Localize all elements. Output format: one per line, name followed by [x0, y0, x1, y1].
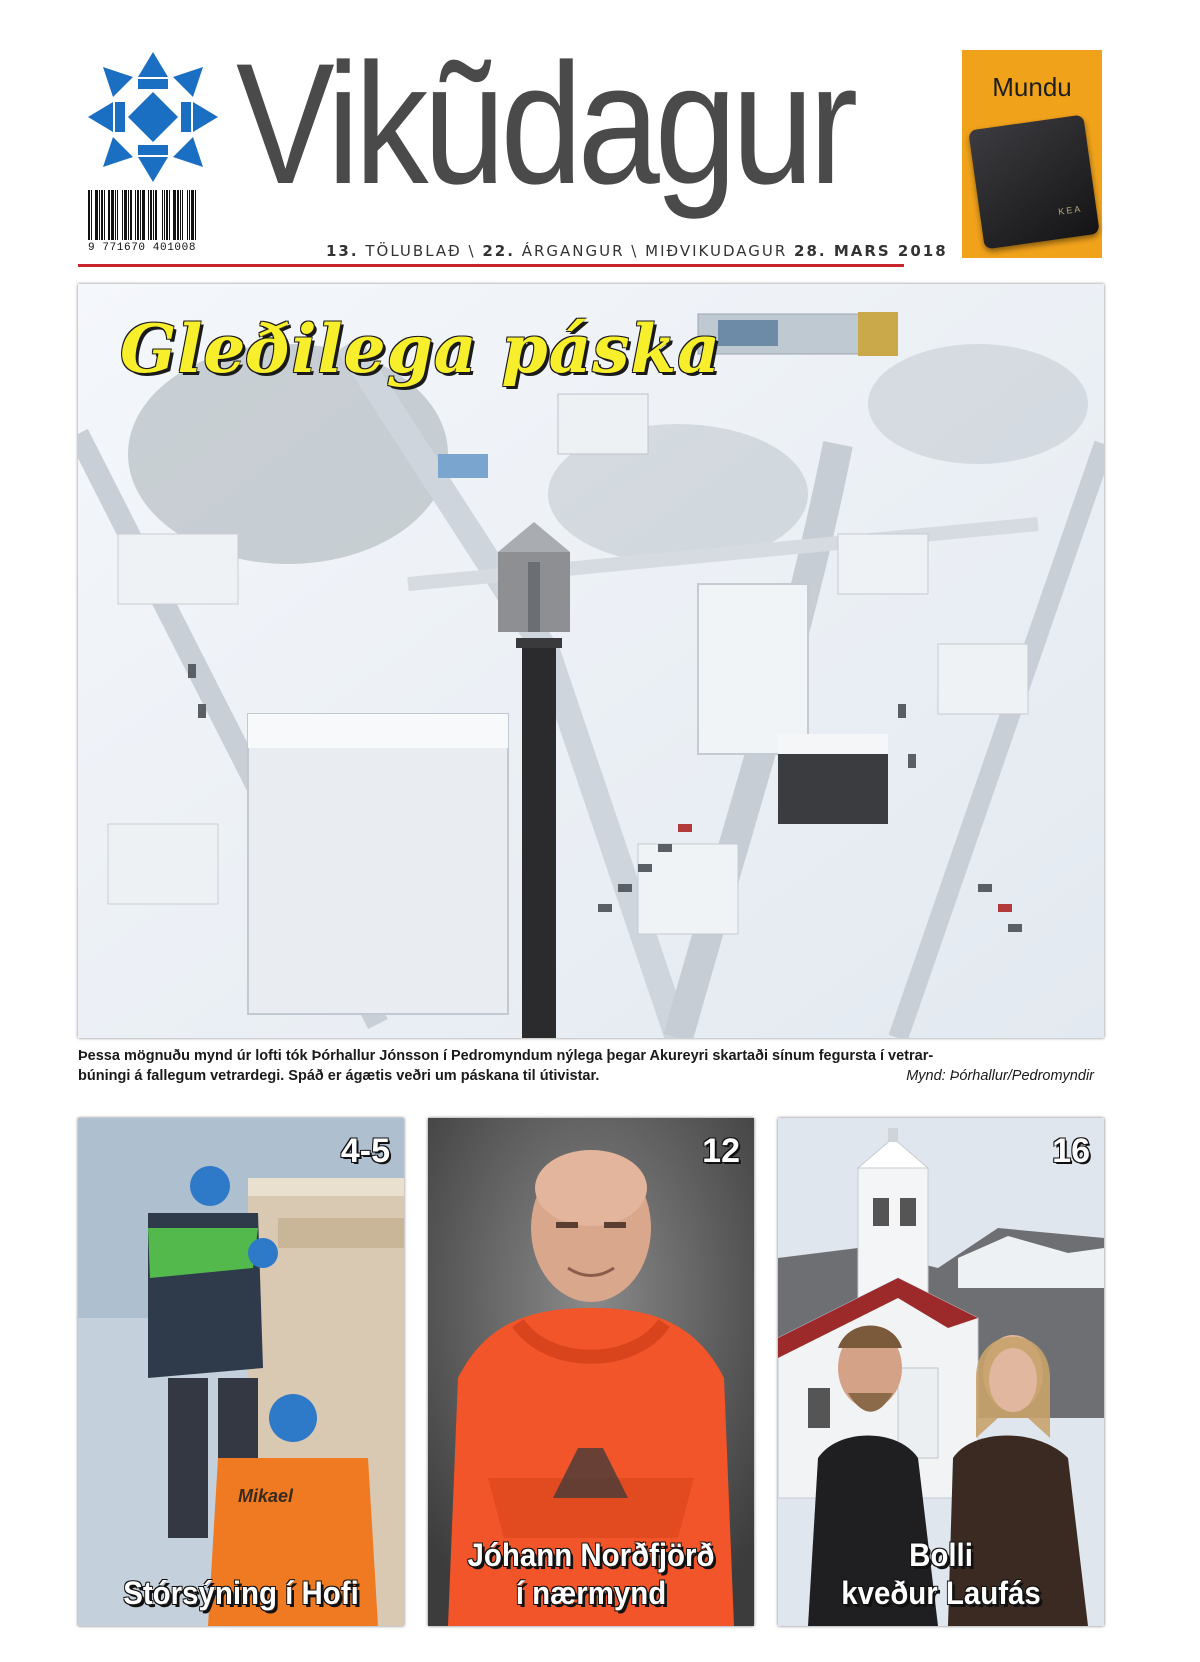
barcode-bar — [173, 190, 176, 240]
teaser-title-line-2: kveður Laufás — [841, 1575, 1041, 1611]
barcode-bar — [135, 190, 136, 240]
teaser-title-line-1: Stórsýning í Hofi — [123, 1575, 359, 1611]
photo-caption — [78, 1046, 1104, 1086]
volume-label: ÁRGANGUR \ MIÐVIKUDAGUR — [514, 242, 795, 260]
barcode-bar — [128, 190, 129, 240]
barcode-number: 9 771670 401008 — [88, 242, 197, 254]
barcode-bar — [177, 190, 179, 240]
teaser-page-number: 12 — [702, 1132, 740, 1170]
barcode-bar — [108, 190, 110, 240]
caption-line-1: Þessa mögnuðu mynd úr lofti tók Þórhallur Jónsson í Pedromyndum nýlega þegar Akureyri skartaði sínum fegursta í vetrar- — [78, 1048, 934, 1064]
barcode-bar — [99, 190, 100, 240]
barcode-bar — [95, 190, 98, 240]
teaser-story-1[interactable] — [78, 1118, 404, 1626]
issue-date: 28. MARS 2018 — [794, 242, 948, 260]
barcode-bar — [189, 190, 190, 240]
barcode-bar — [169, 190, 170, 240]
barcode-bar — [111, 190, 114, 240]
ad-card-text: KEA — [1057, 203, 1083, 217]
barcode-bar — [153, 190, 154, 240]
barcode-bar — [91, 190, 92, 240]
barcode-bar — [148, 190, 149, 240]
barcode-bar — [137, 190, 139, 240]
barcode-bars — [88, 190, 218, 240]
barcode-bar — [180, 190, 181, 240]
volume-number: 22. — [482, 242, 515, 260]
barcode-bar — [104, 190, 105, 240]
barcode-bar — [142, 190, 145, 240]
barcode-bar — [195, 190, 196, 240]
issue-line — [326, 242, 948, 260]
teaser-title — [91, 1574, 391, 1612]
barcode-bar — [115, 190, 116, 240]
payment-card-icon — [968, 115, 1100, 250]
barcode-bar — [191, 190, 194, 240]
barcode-bar — [150, 190, 152, 240]
issue-label: TÖLUBLAÐ \ — [358, 242, 483, 260]
barcode-bar — [182, 190, 183, 240]
teaser-page-number: 4-5 — [340, 1132, 390, 1170]
photo-credit: Mynd: Þórhallur/Pedromyndir — [906, 1068, 1094, 1084]
masthead-title: Vikũdagur — [236, 28, 853, 220]
barcode-bar — [187, 190, 188, 240]
issue-number: 13. — [326, 242, 359, 260]
barcode-bar — [162, 190, 163, 240]
barcode — [88, 190, 218, 262]
barcode-bar — [101, 190, 103, 240]
ad-label: Mundu — [992, 72, 1072, 102]
barcode-bar — [166, 190, 168, 240]
caption-line-2: búningi á fallegum vetrardegi. Spáð er ágætis veðri um páskana til útivistar. — [78, 1068, 600, 1084]
star-logo-icon — [88, 52, 218, 182]
main-headline: Gleðilega páska — [120, 310, 722, 388]
main-photo — [78, 284, 1104, 1038]
aerial-town-illustration — [78, 284, 1104, 1038]
teaser-title-line-1: Jóhann Norðfjörð — [467, 1537, 715, 1573]
teaser-story-3[interactable] — [778, 1118, 1104, 1626]
barcode-bar — [122, 190, 123, 240]
teaser-title-line-1: Bolli — [909, 1537, 973, 1573]
teaser-title — [441, 1536, 741, 1612]
teaser-title — [791, 1536, 1091, 1612]
teaser-story-2[interactable] — [428, 1118, 754, 1626]
barcode-bar — [140, 190, 141, 240]
shirt-print: Mikael — [238, 1486, 294, 1506]
barcode-bar — [117, 190, 118, 240]
teaser-page-number: 16 — [1052, 1132, 1090, 1170]
masthead-divider — [78, 264, 904, 267]
barcode-bar — [88, 190, 90, 240]
barcode-bar — [130, 190, 132, 240]
barcode-bar — [124, 190, 127, 240]
barcode-bar — [164, 190, 165, 240]
construction-workers-illustration — [78, 1118, 404, 1626]
advertisement[interactable] — [962, 50, 1102, 258]
barcode-bar — [155, 190, 157, 240]
teaser-title-line-2: í nærmynd — [515, 1575, 667, 1611]
